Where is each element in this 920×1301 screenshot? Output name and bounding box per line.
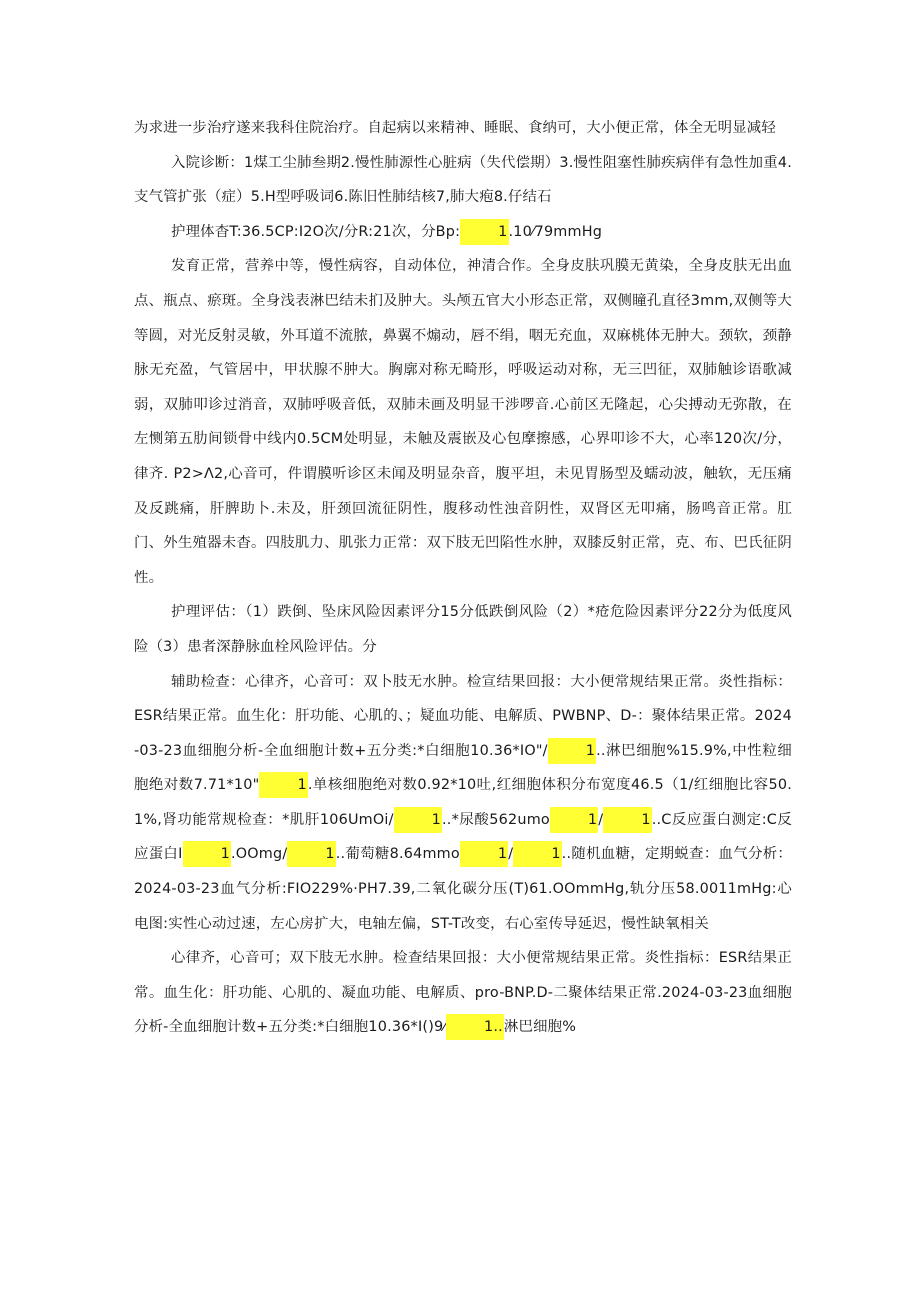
aux-text: ..C反应蛋白测定:C反应蛋白I bbox=[134, 811, 792, 863]
highlight-mark: 1.. bbox=[446, 1014, 504, 1040]
aux-text: 辅助检查：心律齐，心音可：双卜肢无水肿。检宣结果回报：大小便常规结果正常。炎性指标：ESR结果正常。血生化：肝功能、心肌的、；疑血功能、电解质、PWBNP、D-：聚体结果正常。2024-03-23血细胞分析-全血细胞计数+五分类:*白细胞10.36*IO"/ bbox=[134, 673, 792, 759]
highlight-mark: 1 bbox=[259, 772, 307, 798]
highlight-mark: 1 bbox=[460, 219, 508, 245]
results-text-tail: 淋巴细胞% bbox=[503, 1019, 577, 1036]
highlight-mark: 1 bbox=[513, 841, 561, 867]
highlight-mark: 1 bbox=[394, 807, 442, 833]
highlight-mark: 1 bbox=[183, 841, 231, 867]
paragraph-auxiliary-exam bbox=[134, 665, 792, 942]
highlight-mark: 1 bbox=[460, 841, 508, 867]
highlight-mark: 1 bbox=[550, 807, 598, 833]
vitals-text-tail: .10⁄79mmHg bbox=[508, 223, 603, 240]
paragraph-history: 为求进一步治疗遂来我科住院治疗。自起病以来精神、睡眠、食纳可，大小便正常，体全无明显减轻 bbox=[134, 120, 776, 136]
vitals-text: 护理体杳T:36.5CP:I2O次/分R:21次，分Bp: bbox=[171, 223, 461, 240]
highlight-mark: 1 bbox=[548, 738, 596, 764]
highlight-mark: 1 bbox=[603, 807, 651, 833]
aux-text: / bbox=[598, 811, 604, 828]
aux-text: ..*尿酸562umo bbox=[442, 811, 550, 828]
aux-text: ..葡萄糖8.64mmo bbox=[335, 846, 460, 863]
aux-text: ..随机血糖，定期蜕查：血气分析：2024-03-23血气分析:FIO229%·PH7.39,二氧化碳分压(T)61.OOmmHg,轨分压58.0011mHg:心电图:实性心动过速，左心房扩大，电轴左偏，ST-T改变，右心室传导延迟，慢性缺氧相关 bbox=[134, 846, 792, 932]
paragraph-nursing-vitals bbox=[134, 215, 792, 250]
aux-text: .OOmg/ bbox=[230, 846, 288, 863]
document-page bbox=[134, 111, 792, 1045]
aux-text: / bbox=[508, 846, 514, 863]
aux-text: .单核细胞绝对数0.92*10吐,红细胞体积分布宽度46.5（1/红细胞比容50.1%,肾功能常规检查：*肌肝106UmOi/ bbox=[134, 777, 792, 828]
aux-text: ..淋巴细胞%15.9%,中性粒细胞绝对数7.71*10" bbox=[134, 742, 792, 794]
paragraph-admission-diagnosis: 入院诊断：1煤工尘肺叁期2.慢性肺源性心脏病（失代偿期）3.慢性阻塞性肺疾病伴有急性加重4.支气管扩张（症）5.H型呼吸词6.陈旧性肺结核7,肺大疱8.仔结石 bbox=[134, 154, 792, 206]
paragraph-exam-results bbox=[134, 941, 792, 1045]
highlight-mark: 1 bbox=[287, 841, 335, 867]
paragraph-physical-exam: 发育正常，营养中等，慢性病容，自动体位，神清合作。全身皮肤巩膜无黄染，全身皮肤无出血点、瓶点、瘀斑。全身浅表淋巴结未扪及肿大。头颅五官大小形态正常，双侧瞳孔直径3mm,双侧等大等圆，对光反射灵敏，外耳道不流脓，鼻翼不煽动，唇不绢，咽无充血，双麻桃体无肿大。颈软，颈静脉无充盈，气管居中，甲状腺不肿大。胸廓对称无畸形，呼吸运动对称，无三凹征，双肺触诊语歌减弱，双肺叩诊过消音，双肺呼吸音低，双肺未画及明显干涉啰音.心前区无隆起，心尖搏动无弥散，在左恻第五肋间锁骨中线内0.5CM处明显，未触及震嵌及心包摩擦感，心界叩诊不大，心率120次/分，律齐. P2>Λ2,心音可，件谓膜听诊区未闻及明显杂音，腹平坦，未见胃肠型及蠕动波，触软，无压痛及反跳痛，肝脾助卜.未及，肝颈回流征阴性，腹移动性浊音阴性，双肾区无叩痛，肠鸣音正常。肛门、外生殖器未杳。四肢肌力、肌张力正常：双下肢无凹陷性水肿，双膝反射正常，克、布、巴氏征阴性。 bbox=[134, 258, 792, 586]
results-text: 心律齐，心音可；双下肢无水肿。检查结果回报：大小便常规结果正常。炎性指标：ESR结果正常。血生化：肝功能、心肌的、凝血功能、电解质、pro-BNP.D-二聚体结果正常.2024-03-23血细胞分析-全血细胞计数+五分类:*白细胞10.36*I()9⁄ bbox=[134, 950, 792, 1036]
paragraph-nursing-assessment: 护理评估：（1）跌倒、坠床风险因素评分15分低跌倒风险（2）*疮危险因素评分22分为低度风险（3）患者深静脉血栓风险评估。分 bbox=[134, 604, 792, 655]
